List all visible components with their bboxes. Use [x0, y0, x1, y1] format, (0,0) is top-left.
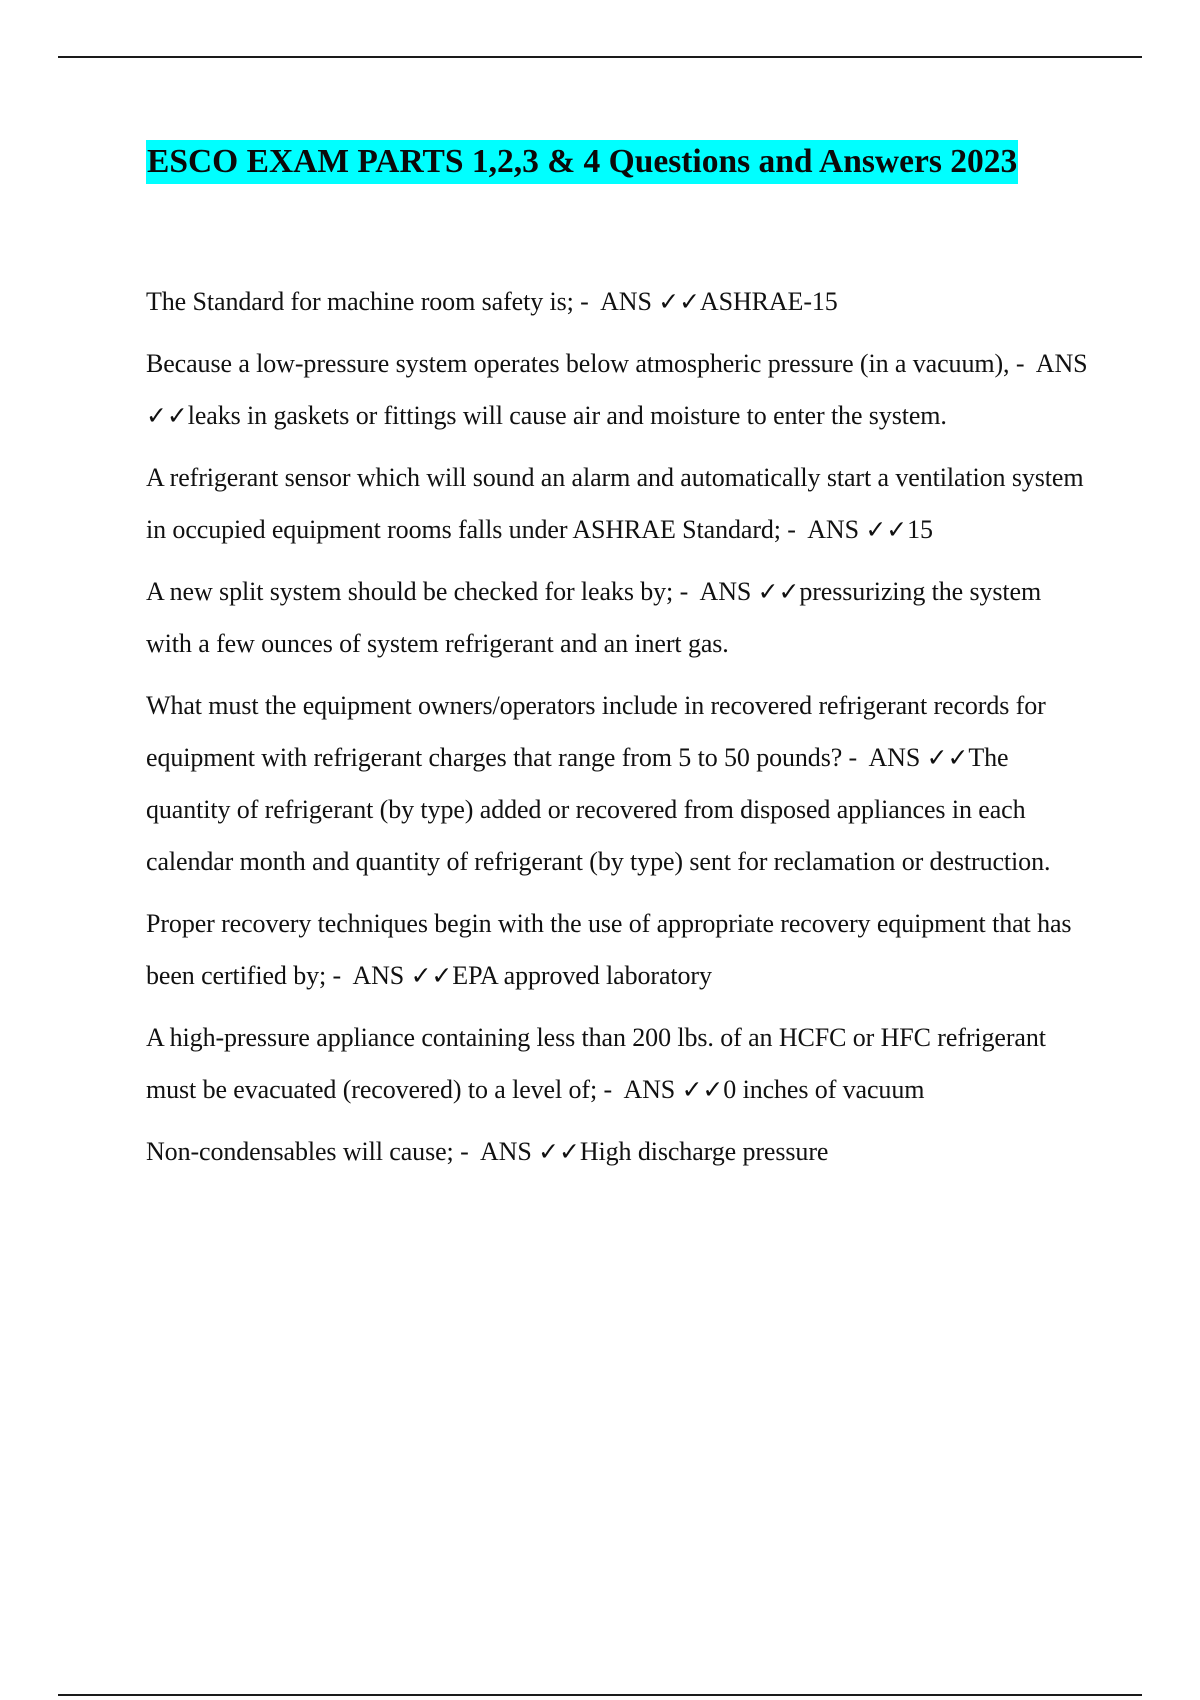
- answer-text: 0 inches of vacuum: [723, 1075, 925, 1104]
- qa-item: [146, 338, 1091, 442]
- qa-item: [146, 452, 1091, 556]
- question-text: Proper recovery techniques begin with the use of appropriate recovery equipment that has been certified by; -: [146, 909, 1072, 990]
- top-rule: [58, 56, 1142, 58]
- question-text: Because a low-pressure system operates below atmospheric pressure (in a vacuum), -: [146, 349, 1025, 378]
- qa-item: [146, 898, 1091, 1002]
- answer-text: High discharge pressure: [579, 1137, 829, 1166]
- answer-label: ANS: [623, 1075, 676, 1104]
- question-text: Non-condensables will cause; -: [146, 1137, 469, 1166]
- answer-label: ANS: [600, 287, 652, 316]
- answer-text: leaks in gaskets or fittings will cause air and moisture to enter the system.: [187, 401, 947, 430]
- answer-label: ANS: [868, 743, 921, 772]
- qa-item: [146, 566, 1091, 670]
- question-text: A refrigerant sensor which will sound an alarm and automatically start a ventilation system in occupied equipment rooms falls under ASHRAE Standard; -: [146, 463, 1084, 544]
- answer-text: ASHRAE-15: [699, 287, 838, 316]
- answer-label: ANS: [1035, 349, 1088, 378]
- answer-text: The quantity of refrigerant (by type) added or recovered from disposed appliances in each calendar month and quantity of refrigerant (by type) sent for reclamation or destruction.: [146, 743, 1051, 876]
- check-icon: ✓✓: [681, 1075, 724, 1104]
- check-icon: ✓✓: [146, 401, 188, 430]
- title-block: [146, 140, 1091, 184]
- check-icon: ✓✓: [538, 1137, 580, 1166]
- answer-text: EPA approved laboratory: [452, 961, 712, 990]
- bottom-rule: [58, 1694, 1142, 1696]
- question-text: A new split system should be checked for leaks by; -: [146, 577, 689, 606]
- answer-label: ANS: [352, 961, 405, 990]
- question-text: What must the equipment owners/operators include in recovered refrigerant records for equipment with refrigerant charges that range from 5 to 50 pounds? -: [146, 691, 1046, 772]
- document-body: [146, 140, 1091, 1188]
- question-text: A high-pressure appliance containing less than 200 lbs. of an HCFC or HFC refrigerant must be evacuated (recovered) to a level of; -: [146, 1023, 1046, 1104]
- answer-label: ANS: [480, 1137, 532, 1166]
- answer-text: 15: [907, 515, 933, 544]
- check-icon: ✓✓: [926, 743, 969, 772]
- check-icon: ✓✓: [865, 515, 908, 544]
- question-text: The Standard for machine room safety is; -: [146, 287, 589, 316]
- qa-item: [146, 1012, 1091, 1116]
- qa-item: [146, 276, 1091, 328]
- check-icon: ✓✓: [410, 961, 453, 990]
- page-title: ESCO EXAM PARTS 1,2,3 & 4 Questions and Answers 2023: [146, 140, 1018, 184]
- check-icon: ✓✓: [757, 577, 800, 606]
- qa-item: [146, 680, 1091, 888]
- check-icon: ✓✓: [658, 287, 700, 316]
- answer-text: pressurizing the system with a few ounces of system refrigerant and an inert gas.: [146, 577, 1042, 658]
- qa-item: [146, 1126, 1091, 1178]
- answer-label: ANS: [699, 577, 752, 606]
- answer-label: ANS: [807, 515, 859, 544]
